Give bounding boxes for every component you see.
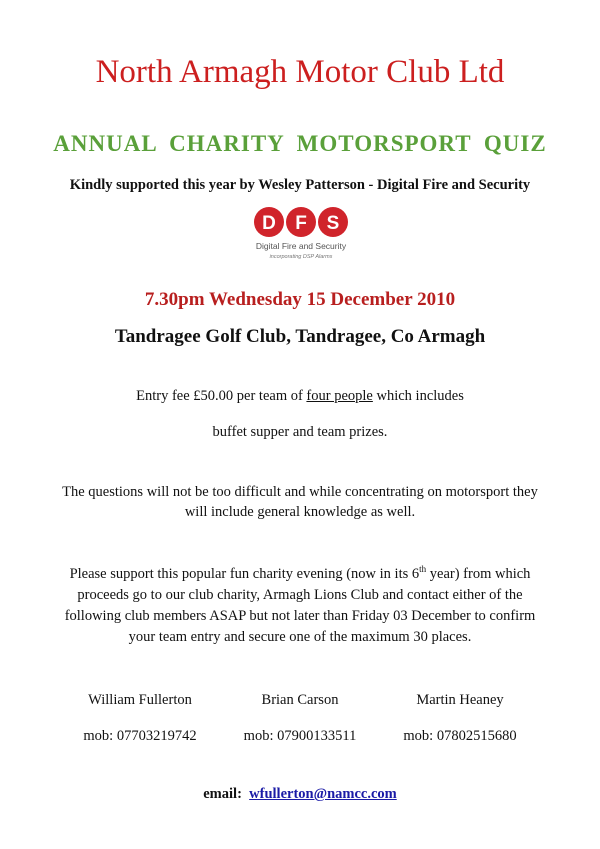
entry-includes-line: buffet supper and team prizes. (212, 424, 388, 440)
contacts (60, 689, 540, 747)
entry-team-size: four people (306, 388, 373, 404)
email-link[interactable]: wfullerton@namcc.com (249, 786, 397, 802)
logo-letter-f: F (295, 213, 307, 234)
entry-fee-prefix: Entry fee £50.00 per team of (136, 388, 307, 404)
entry-fee-suffix: which includes (372, 388, 464, 404)
dfs-logo (246, 205, 356, 261)
support-prefix: Please support this popular fun charity evening (now in its 6 (69, 566, 420, 582)
event-title: ANNUAL CHARITY MOTORSPORT QUIZ (53, 131, 547, 156)
contact-brian-carson (220, 689, 380, 747)
contact-martin-heaney (380, 689, 540, 747)
ordinal-superscript: th (419, 564, 427, 575)
email-line (0, 786, 600, 803)
support-line-4: your team entry and secure one of the maximum 30 places. (128, 629, 472, 645)
sponsor-line: Kindly supported this year by Wesley Patterson - Digital Fire and Security (69, 177, 531, 193)
logo-subline: incorporating DSP Alarms (269, 254, 333, 260)
contact-mobile: mob: 07900133511 (243, 728, 357, 744)
support-suffix: year) from which (426, 566, 531, 582)
contact-mobile: mob: 07802515680 (403, 728, 517, 744)
contact-william-fullerton (60, 689, 220, 747)
entry-fee-line (0, 385, 600, 407)
questions-line-2: will include general knowledge as well. (184, 504, 416, 520)
contact-mobile: mob: 07703219742 (83, 728, 197, 744)
logo-letter-d: D (262, 213, 276, 234)
event-venue: Tandragee Golf Club, Tandragee, Co Armagh (114, 326, 486, 347)
contact-name: William Fullerton (88, 692, 192, 708)
club-name: North Armagh Motor Club Ltd (95, 54, 505, 90)
email-label: email: (203, 786, 250, 802)
contact-name: Brian Carson (261, 692, 339, 708)
support-line-3: following club members ASAP but not later than Friday 03 December to confirm (64, 608, 536, 624)
logo-tagline: Digital Fire and Security (255, 241, 347, 251)
questions-line-1: The questions will not be too difficult and while concentrating on motorsport they (62, 484, 538, 500)
event-datetime: 7.30pm Wednesday 15 December 2010 (144, 289, 456, 310)
logo-letter-s: S (326, 213, 340, 234)
support-line-2: proceeds go to our club charity, Armagh Lions Club and contact either of the (77, 587, 523, 603)
contact-name: Martin Heaney (416, 692, 504, 708)
support-line-1 (0, 563, 600, 585)
